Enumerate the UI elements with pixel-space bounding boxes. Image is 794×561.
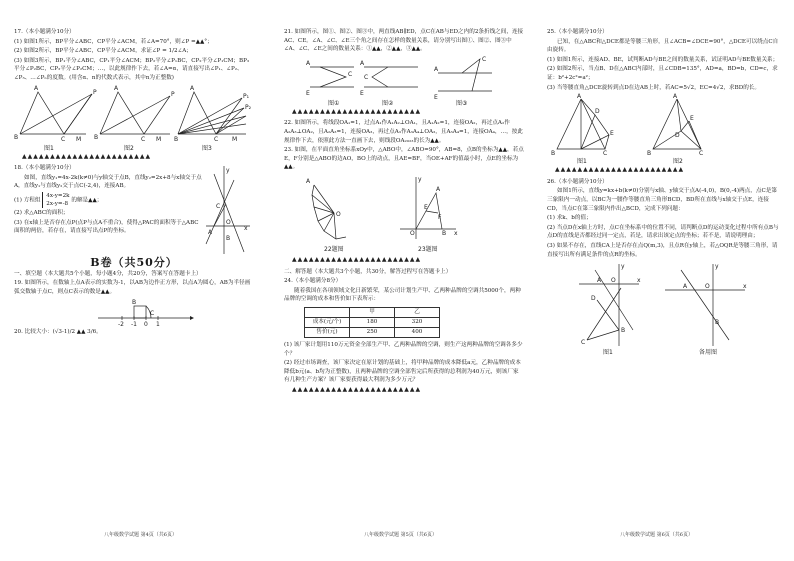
- page-6-column: [547, 28, 779, 538]
- svg-text:F: F: [438, 213, 442, 221]
- svg-text:B: B: [551, 150, 556, 158]
- q24-heading: 24.（本小题满分8分）: [284, 278, 342, 285]
- q26-part1: (1) 求k、b的值；: [547, 215, 592, 222]
- svg-text:E: E: [690, 115, 694, 123]
- table-row: [305, 317, 440, 327]
- q26-part2: (2) 当点D在x轴上方时，点C在坐标系中的位置不同，请判断点D的运动变化过程中所有点B与点D的直线是否都经过同一定点，若是，请求出该定点的坐标；若不是，请说明理由；: [547, 224, 779, 240]
- q18-part1: [14, 192, 204, 208]
- q25-body: 已知，在△ABC和△DCE都是等腰三角形，且∠ACB=∠DCE=90°，△DCE可以绕点C自由旋转。: [547, 38, 779, 54]
- q18-part1-prefix: (1) 方程组: [14, 197, 41, 204]
- page-6-footer: 八年级数学试题 第6页（共6页）: [620, 532, 693, 538]
- svg-text:B: B: [132, 298, 137, 306]
- page-4-column: [14, 28, 254, 538]
- q26-heading: 26.（本小题满分10分）: [547, 178, 608, 185]
- svg-text:y: y: [621, 263, 625, 271]
- svg-text:x: x: [244, 225, 248, 233]
- figure-1-label: 图1: [577, 158, 587, 166]
- q26-figures: [547, 260, 775, 356]
- q25-part2: (2) 如图2所示，当点B、D在△ABC内部时，且∠CDB=135°，AD=a，BD=b，CD=c，求证：b²+2c²=a²；: [547, 66, 778, 81]
- svg-text:O: O: [705, 283, 710, 291]
- svg-text:A: A: [434, 65, 439, 73]
- q25-heading: 25.（本小题满分10分）: [547, 29, 608, 35]
- q24-part1: (1) 该厂家计划用110万元资金全部生产甲、乙两种品牌的空调，则生产这两种品牌的空调各多少个？: [284, 341, 523, 357]
- svg-text:A: A: [436, 185, 441, 193]
- svg-text:O: O: [336, 210, 341, 218]
- equation-system: [42, 192, 69, 208]
- solve-heading: 二、解答题（本大题共3个小题，共30分，解答过程写在答题卡上）: [284, 268, 452, 275]
- answer-divider: ▲▲▲▲▲▲▲▲▲▲▲▲▲▲▲▲▲▲▲▲▲▲▲: [555, 166, 685, 174]
- svg-text:M: M: [76, 135, 82, 143]
- figure-3-label: 图3: [202, 144, 212, 152]
- svg-text:D: D: [675, 132, 680, 140]
- q25-figures: [547, 93, 775, 165]
- svg-text:C: C: [699, 150, 704, 158]
- table-cell: 180: [350, 317, 395, 327]
- q21-text: 21. 如图所示，图①、图②、图③中，两直线AB∥ED，点C在AB与ED之内的2条折线之间，连接AC、CE。∠A、∠C、∠E三个角之间存在怎样的数量关系，请分别写出图①、图②、图③中∠A、∠C、∠E之间的数量关系：①▲▲，②▲▲，③▲▲。: [284, 29, 524, 53]
- svg-text:D: D: [591, 295, 596, 303]
- q19-number-line: [14, 298, 250, 328]
- svg-text:x: x: [637, 277, 641, 285]
- answer-divider: ▲▲▲▲▲▲▲▲▲▲▲▲▲▲▲▲▲▲▲▲▲▲▲: [292, 107, 422, 115]
- svg-text:E: E: [424, 203, 428, 211]
- figure-3-label: 图③: [456, 99, 468, 107]
- q25-figure-2: [647, 93, 703, 165]
- answer-divider: ▲▲▲▲▲▲▲▲▲▲▲▲▲▲▲▲▲▲▲▲▲▲▲: [292, 255, 422, 263]
- q17-figure-2: [94, 85, 175, 152]
- spare-figure-label: 备用图: [699, 349, 718, 357]
- svg-text:C: C: [364, 73, 369, 81]
- svg-text:y: y: [418, 175, 422, 183]
- table-header-cell: 乙: [395, 307, 440, 317]
- svg-text:O: O: [226, 219, 231, 227]
- figure-2-label: 图2: [673, 158, 683, 166]
- q17-part2: (2) 如图2所示，BP平分∠ABC，CP平分∠ACM，求证∠P = 1/2∠A；: [14, 48, 192, 55]
- q21-figure-3: [434, 56, 492, 107]
- svg-text:A: A: [683, 283, 688, 291]
- fill-in-heading: 一、填空题（本大题共5个小题，每小题4分，共20分，答案写在答题卡上）: [14, 270, 202, 277]
- figure-1-label: 图1: [44, 144, 54, 152]
- q19-text: 19. 如图所示，在数轴上点A表示的实数为-1，以AB为边作正方形，以点A为圆心，AB为半径画弧交数轴于点C，则点C表示的数是▲▲。: [14, 280, 251, 295]
- q24-body: 随着我国在各项领域文化日新繁荣，某公司计划生产甲、乙两种品牌的空调共5000个，两种品牌的空调的成本和售价如下表所示：: [284, 287, 521, 303]
- q17-heading: 17.（本小题满分10分）: [14, 29, 75, 35]
- svg-text:x: x: [454, 229, 458, 237]
- q25-part1: (1) 如图1所示，连接AD、BE，试判断AD与BE之间的数量关系，试证明AD与BE数量关系；: [547, 56, 779, 63]
- svg-text:B: B: [14, 133, 19, 141]
- svg-text:1: 1: [156, 320, 160, 328]
- svg-text:P₁: P₁: [243, 92, 250, 100]
- svg-text:E: E: [360, 89, 364, 97]
- table-header-cell: 甲: [350, 307, 395, 317]
- q25-figure-1: [551, 93, 614, 165]
- q25-part3: (3) 当等腰直角△DCE旋转到点D在边AB上时，若AC=5√2，EC=4√2，求BD的长。: [547, 84, 760, 91]
- q18-figure: [204, 164, 252, 256]
- page-5-footer: 八年级数学试题 第5页（共6页）: [364, 532, 437, 538]
- figure-2-label: 图2: [124, 144, 134, 152]
- q18-body: 如图，直线y₁=4x-2k(k≠0)与y轴交于点B，直线y₂=2x+8与x轴交于点A，直线y₁与直线y₂交于点C(-2,4)，连接AB。: [14, 174, 202, 190]
- svg-text:B: B: [621, 327, 626, 335]
- svg-text:y: y: [715, 263, 719, 271]
- q23-figure-label: 23题图: [418, 245, 438, 253]
- svg-text:y: y: [226, 167, 230, 175]
- svg-text:E: E: [306, 89, 310, 97]
- q17-figure-1: [14, 85, 97, 152]
- section-b-title: B卷（共50分）: [90, 256, 178, 270]
- svg-text:B: B: [647, 150, 652, 158]
- table-row: [305, 327, 440, 337]
- svg-text:P: P: [93, 88, 97, 96]
- q26-figure-1: [579, 263, 641, 356]
- svg-text:-2: -2: [118, 320, 124, 328]
- q18-block: [14, 164, 254, 256]
- q18-heading: 18.（本小题满分10分）: [14, 165, 75, 172]
- svg-text:C: C: [150, 309, 155, 317]
- svg-text:A: A: [306, 177, 311, 185]
- svg-text:C: C: [581, 339, 586, 347]
- q22-figure-label: 22题图: [324, 245, 344, 253]
- figure-1-label: 图1: [603, 349, 613, 357]
- cost-price-table: [304, 307, 440, 338]
- q20-text: 20. 比较大小：(√3-1)/2 ▲▲ 3/6。: [14, 328, 102, 335]
- q21-figure-1: [306, 60, 354, 107]
- page-5-column: [284, 28, 524, 538]
- q22-q23-figures: [284, 173, 520, 255]
- svg-text:A: A: [114, 84, 119, 92]
- table-cell: 320: [395, 317, 440, 327]
- svg-text:C: C: [216, 203, 221, 211]
- svg-text:M: M: [232, 135, 238, 143]
- svg-text:B: B: [174, 135, 179, 143]
- svg-text:D: D: [595, 108, 600, 116]
- svg-text:C: C: [61, 135, 66, 143]
- svg-text:B: B: [715, 319, 720, 327]
- figure-1-label: 图①: [328, 99, 340, 107]
- q18-part3: (3) 在x轴上是否存在点P(点P与点A不重合)，使得△PAC的面积等于△ABC面积的两倍，若存在，请直接写出点P的坐标。: [14, 219, 199, 235]
- page-4-footer: 八年级数学试题 第4页（共6页）: [104, 532, 177, 538]
- svg-text:B: B: [94, 133, 99, 141]
- q17-part3: (3) 如图3所示，BP₁平分∠ABC，CP₁平分∠ACM；BP₂平分∠P₁BC，CP₂平分∠P₁CM；BP₃平分∠P₂BC，CP₃平分∠P₂CM；…，以此规律作下去，若∠A=α，请直接写出∠P₁、∠P₂、∠P₃、…∠Pₙ的度数。(用含α、n的代数式表示，其中n为正整数): [14, 57, 250, 81]
- q17-part1: (1) 如图1所示，BP平分∠ABC，CP平分∠ACM，若∠A=70°，则∠P =▲▲°；: [14, 38, 213, 45]
- q18-part1-suffix: 的解是▲▲；: [71, 197, 103, 204]
- figure-2-label: 图②: [382, 99, 394, 107]
- svg-text:C: C: [348, 70, 353, 78]
- q22-text: 22. 如图所示，将线段OA₁=1，过点A₁作A₁A₂⊥OA₁，且A₁A₂=1，连接OA₂，再过点A₂作A₂A₃⊥OA₂，且A₂A₃=1，连接OA₃，再过点A₃作A₃A₄⊥OA₃，且A₃A₄=1，连接OA₄，…，按此规律作下去，依照此方法一直画下去，则线段OA₂₀₂₃的长为▲▲。: [284, 120, 523, 144]
- svg-text:B: B: [226, 235, 231, 243]
- svg-text:O: O: [410, 229, 415, 237]
- q23-figure: [400, 176, 458, 253]
- svg-text:A: A: [360, 59, 365, 67]
- svg-text:-1: -1: [131, 320, 137, 328]
- q17-figures: [14, 84, 250, 152]
- svg-text:A: A: [597, 277, 602, 285]
- q21-figures: [284, 55, 520, 107]
- q23-text: 23. 如图，在平面直角坐标系xOy中，△ABO中，∠ABO=90°，AB=8，点B的坐标为▲▲，若点E，F分别是△ABO的边AO，BO上的动点，且AE=BF，当OE+AF的值最小时，点E的坐标为▲▲。: [284, 147, 524, 171]
- svg-text:C: C: [603, 150, 608, 158]
- svg-text:A: A: [208, 229, 213, 237]
- svg-text:A: A: [34, 84, 39, 92]
- q26-spare-figure: [665, 263, 747, 356]
- table-cell: 成本(元/个): [305, 317, 350, 327]
- q26-part3: (3) 如果不存在，直线CA上是否存在点Q(m,3)，且点R在y轴上，若△OQR是等腰三角形，请直接写出所有满足条件的点R的坐标。: [547, 242, 778, 258]
- q21-figure-2: [360, 60, 418, 107]
- svg-text:C: C: [214, 135, 219, 143]
- svg-text:A: A: [306, 59, 311, 67]
- answer-divider: ▲▲▲▲▲▲▲▲▲▲▲▲▲▲▲▲▲▲▲▲▲▲▲: [22, 152, 152, 160]
- svg-text:x: x: [743, 283, 747, 291]
- table-cell: 售价(元): [305, 327, 350, 337]
- svg-text:O: O: [611, 277, 616, 285]
- svg-text:P: P: [171, 90, 175, 98]
- table-header-cell: [305, 307, 350, 317]
- q18-part2: (2) 求△ABC的面积；: [14, 209, 69, 216]
- q24-part2: (2) 经过市场调查，该厂家决定在原计划的基础上，将甲种品牌的成本降低a元，乙种品牌的成本降低b元(a、b均为正整数)，且两种品牌的空调全部售完后所获得的总利润为40万元，则该厂家有几种生产方案？该厂家要获得最大利润为多少万元？: [284, 360, 521, 384]
- table-cell: 400: [395, 327, 440, 337]
- table-cell: 250: [350, 327, 395, 337]
- q17-figure-3: [174, 85, 252, 152]
- svg-text:P₂: P₂: [245, 103, 252, 111]
- q26-body: 如图1所示，直线y=kx+b(k≠0)分别与x轴、y轴交于点A(-4,0)，B(0,-4)两点，点C是第三象限内一动点，以BC为一腰作等腰直角三角形BCD，BD所在直线与x轴交于点E，连接CD，当点C在第三象限内作出△BCD，完成下列问题：: [547, 188, 777, 212]
- svg-text:C: C: [482, 55, 487, 63]
- svg-text:A: A: [577, 93, 582, 101]
- equation-1: 4x-y=2k: [46, 192, 70, 199]
- answer-divider: ▲▲▲▲▲▲▲▲▲▲▲▲▲▲▲▲▲▲▲▲▲▲▲: [292, 385, 422, 393]
- svg-text:E: E: [610, 130, 614, 138]
- svg-text:E: E: [434, 93, 438, 101]
- q22-figure: [306, 178, 346, 253]
- svg-text:A: A: [190, 84, 195, 92]
- svg-text:0: 0: [144, 320, 148, 328]
- equation-2: 2x-y=-8: [46, 200, 69, 207]
- svg-text:A: A: [673, 93, 678, 101]
- svg-text:M: M: [156, 135, 162, 143]
- svg-text:C: C: [141, 135, 146, 143]
- table-header-row: [305, 307, 440, 317]
- svg-text:B: B: [442, 229, 447, 237]
